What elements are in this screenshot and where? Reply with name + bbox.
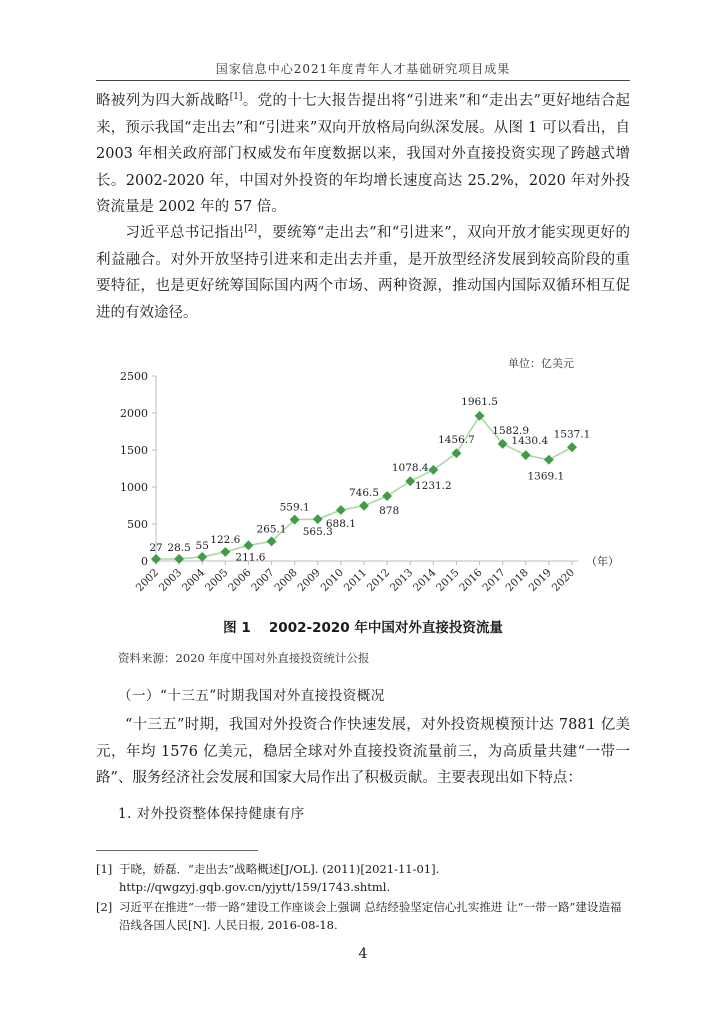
data-point-marker bbox=[405, 476, 415, 486]
citation-ref-2[interactable]: [2] bbox=[244, 224, 258, 235]
footnote-1-number: [1] bbox=[96, 862, 113, 876]
paragraph-1-text-a: 略被列为四大新战略 bbox=[96, 93, 230, 109]
footnote-1-text: 于晓，娇磊．“走出去”战略概述[J/OL]. (2011)[2021-11-01]. http://qwgzyj.gqb.gov.cn/yjytt/159/1743.shtml. bbox=[119, 862, 440, 894]
numbered-item: 1. 对外投资整体保持健康有序 bbox=[118, 806, 305, 822]
paragraph-3-text: “十三五”时期，我国对外投资合作快速发展，对外投资规模预计达 7881 亿美元，年均 1576 亿美元，稳居全球对外直接投资流量前三，为高质量共建“一带一路”、服务经济社会发展和国家大局作出了积极贡献。主要表现出如下特点： bbox=[96, 717, 630, 786]
paragraph-3 bbox=[96, 712, 630, 792]
footnote-1 bbox=[96, 860, 630, 896]
footnote-2-number: [2] bbox=[96, 900, 113, 914]
citation-ref-1[interactable]: [1] bbox=[229, 92, 243, 103]
data-label: 746.5 bbox=[348, 486, 380, 499]
page-number: 4 bbox=[358, 946, 368, 962]
data-label: 1430.4 bbox=[511, 435, 549, 448]
x-tick-label: 2016 bbox=[457, 566, 485, 595]
x-tick-label: 2013 bbox=[387, 566, 416, 595]
data-label: 1582.9 bbox=[492, 424, 530, 437]
y-tick-label: 2500 bbox=[120, 370, 148, 383]
data-label: 1537.1 bbox=[553, 428, 591, 441]
data-point-marker bbox=[336, 505, 346, 515]
x-tick-label: 2014 bbox=[411, 566, 439, 595]
data-label: 27 bbox=[149, 542, 163, 555]
footnote-2 bbox=[96, 898, 630, 934]
x-tick-label: 2011 bbox=[341, 566, 370, 595]
x-tick-label: 2005 bbox=[203, 566, 231, 595]
y-tick-label: 2000 bbox=[120, 407, 148, 420]
paragraph-1-text-b: 。党的十七大报告提出将“引进来”和“走出去”更好地结合起来，预示我国“走出去”和“引进来”双向开放格局向纵深发展。从图 1 可以看出，自 2003 年相关政府部门权威发布年度数据以来，我国对外直接投资实现了跨越式增长。2002-2020 年，中国对外投资的年均增长速度高达 25.2%，2020 年对外投资流量是 2002 年的 57 倍。 bbox=[96, 93, 630, 215]
y-tick-label: 1000 bbox=[120, 481, 148, 494]
x-tick-label: 2004 bbox=[179, 566, 208, 595]
data-label: 28.5 bbox=[167, 541, 191, 554]
data-label: 265.1 bbox=[256, 523, 287, 536]
data-point-marker bbox=[521, 450, 531, 460]
data-label: 878 bbox=[379, 505, 400, 518]
data-point-marker bbox=[382, 491, 392, 501]
paragraph-2-text-b: ，要统筹“走出去”和“引进来”，双向开放才能实现更好的利益融合。对外开放坚持引进来和走出去并重，是开放型经济发展到较高阶段的重要特征，也是更好统筹国际国内两个市场、两种资源，推动国内国际双循环相互促进的有效途径。 bbox=[96, 225, 631, 321]
x-axis-unit-label: （年） bbox=[586, 555, 619, 568]
footnote-rule bbox=[96, 850, 258, 851]
x-tick-label: 2017 bbox=[480, 566, 508, 595]
paragraph-2 bbox=[96, 220, 630, 326]
y-tick-label: 500 bbox=[127, 518, 148, 531]
data-point-marker bbox=[359, 501, 369, 511]
data-point-marker bbox=[313, 514, 323, 524]
chart-unit-label: 单位：亿美元 bbox=[508, 357, 574, 370]
data-point-marker bbox=[243, 540, 253, 550]
data-point-marker bbox=[174, 554, 184, 564]
data-label: 1369.1 bbox=[527, 470, 565, 483]
x-tick-label: 2002 bbox=[133, 566, 162, 595]
x-tick-label: 2020 bbox=[549, 566, 578, 595]
footnote-2-text: 习近平在推进“一带一路”建设工作座谈会上强调 总结经验坚定信心扎实推进 让“一带一路”建设造福沿线各国人民[N]. 人民日报, 2016-08-18. bbox=[119, 900, 622, 932]
data-label: 688.1 bbox=[325, 518, 356, 531]
x-tick-label: 2010 bbox=[318, 566, 347, 595]
paragraph-2-text-a: 习近平总书记指出 bbox=[125, 225, 245, 241]
data-label: 565.3 bbox=[302, 526, 333, 539]
data-point-marker bbox=[544, 455, 554, 465]
x-tick-label: 2008 bbox=[272, 566, 300, 595]
fdi-line-chart bbox=[100, 364, 619, 612]
header-rule bbox=[96, 80, 630, 81]
x-tick-label: 2015 bbox=[434, 566, 462, 595]
data-point-marker bbox=[220, 547, 230, 557]
data-label: 1961.5 bbox=[461, 395, 498, 408]
y-tick-label: 1500 bbox=[120, 444, 148, 457]
data-label: 1078.4 bbox=[391, 462, 429, 475]
data-point-marker bbox=[567, 442, 577, 452]
data-label: 1456.7 bbox=[438, 434, 475, 447]
x-tick-label: 2006 bbox=[226, 566, 254, 595]
running-header: 国家信息中心2021年度青年人才基础研究项目成果 bbox=[215, 62, 511, 76]
section-subheading: （一）“十三五”时期我国对外直接投资概况 bbox=[118, 688, 385, 704]
data-label: 1231.2 bbox=[414, 479, 452, 492]
x-tick-label: 2007 bbox=[249, 566, 277, 595]
data-label: 122.6 bbox=[210, 533, 241, 546]
figure-caption: 图 1 2002-2020 年中国对外直接投资流量 bbox=[223, 620, 503, 636]
x-tick-label: 2019 bbox=[526, 566, 555, 595]
x-tick-label: 2009 bbox=[295, 566, 323, 595]
data-label: 211.6 bbox=[235, 551, 266, 564]
data-point-marker bbox=[197, 552, 207, 562]
data-label: 55 bbox=[195, 539, 209, 552]
data-point-marker bbox=[151, 554, 161, 564]
figure-source: 资料来源：2020 年度中国对外直接投资统计公报 bbox=[118, 651, 370, 665]
data-label: 559.1 bbox=[279, 501, 310, 514]
x-tick-label: 2018 bbox=[503, 566, 531, 595]
paragraph-1 bbox=[96, 88, 630, 221]
y-tick-label: 0 bbox=[141, 555, 148, 568]
x-tick-label: 2012 bbox=[364, 566, 393, 595]
x-tick-label: 2003 bbox=[156, 566, 185, 595]
